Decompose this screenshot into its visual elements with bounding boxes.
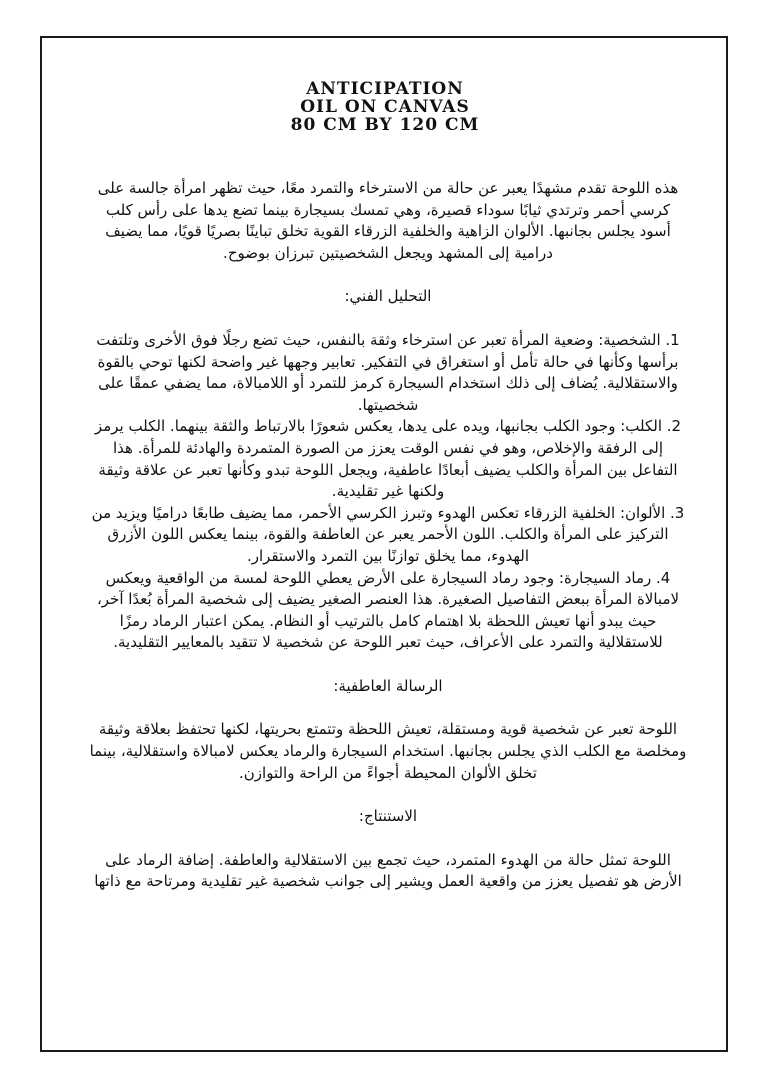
item-label: 2. الكلب: [620,417,682,436]
emotional-paragraph: اللوحة تعبر عن شخصية قوية ومستقلة، تعيش اللحظة وتتمتع بحريتها، لكنها تحتفظ بعلاقة وثيقة ومخلصة مع الكلب الذي يجلس بجانبها. استخدام السيجارة والرماد يعكس لامبالاة واستقلالية، بينما تخلق الألوان المحيطة أجواءً من الراحة والتوازن. [89,720,687,782]
conclusion-heading: الاستنتاج: [358,807,418,826]
artwork-dimensions: 80 CM BY 120 CM [290,115,480,135]
item-text: وجود الكلب بجانبها، ويده على يدها، يعكس شعورًا بالارتباط والثقة بينهما. الكلب يرمز إلى الرفقة والإخلاص، وهو في نفس الوقت يعزز من الصورة المتمردة والهادئة للمرأة. هذا التفاعل بين المرأة والكلب يضيف أبعادًا عاطفية، ويجعل اللوحة تبدو وكأنها تعبر عن علاقة وثيقة ولكنها غير تقليدية. [94,417,678,501]
list-item [88,330,688,416]
item-text: الخلفية الزرقاء تعكس الهدوء وتبرز الكرسي الأحمر، مما يضيف طابعًا دراميًا ويزيد من التركيز على المرأة والكلب. اللون الأحمر يعبر عن العاطفة والقوة، بينما يعكس اللون الأزرق الهدوء، مما يخلق توازنًا بين التمرد والاستقرار. [91,503,669,565]
artwork-header [0,80,770,134]
document-body [88,178,688,893]
item-label: 3. الألوان: [619,503,685,522]
item-text: وجود رماد السيجارة على الأرض يعطي اللوحة لمسة من الواقعية ويعكس لامبالاة المرأة ببعض التفاصيل الصغيرة. هذا العنصر الصغير يضيف إلى شخصية المرأة بُعدًا آخر، حيث يبدو أنها تعيش اللحظة بلا اهتمام كامل بالترتيب أو النظام. يمكن اعتبار الرماد رمزًا للاستقلالية والتمرد على الأعراف، حيث تعبر اللوحة عن شخصية لا تتقيد بالمعايير التقليدية. [96,568,680,652]
artwork-medium: OIL ON CANVAS [300,97,470,117]
conclusion-paragraph: اللوحة تمثل حالة من الهدوء المتمرد، حيث تجمع بين الاستقلالية والعاطفة. إضافة الرماد على الأرض هو تفصيل يعزز من واقعية العمل ويشير إلى جوانب شخصية غير تقليدية ومرتاحة مع ذاتها [94,850,682,891]
list-item [88,503,688,568]
analysis-list [88,330,688,654]
list-item [88,416,688,502]
emotional-heading: الرسالة العاطفية: [333,676,443,695]
item-label: 4. رماد السيجارة: [558,568,671,587]
analysis-heading: التحليل الفني: [344,287,432,306]
item-label: 1. الشخصية: [598,330,680,349]
list-item [88,568,688,654]
artwork-title: ANTICIPATION [306,79,464,99]
item-text: وضعية المرأة تعبر عن استرخاء وثقة بالنفس، حيث تضع رجلًا فوق الأخرى وتلتفت برأسها وكأنها في حالة تأمل أو استغراق في التفكير. تعابير وجهها غير واضحة لكنها توحي بالقوة والاستقلالية. يُضاف إلى ذلك استخدام السيجارة كرمز للتمرد أو اللامبالاة، مما يضفي عمقًا على شخصيتها. [96,330,679,414]
intro-paragraph: هذه اللوحة تقدم مشهدًا يعبر عن حالة من الاسترخاء والتمرد معًا، حيث تظهر امرأة جالسة على كرسي أحمر وترتدي ثيابًا سوداء قصيرة، وهي تمسك بسيجارة بينما تضع يدها على رأس كلب أسود يجلس بجانبها. الألوان الزاهية والخلفية الزرقاء القوية تخلق تباينًا بصريًا قويًا، مما يضيف درامية إلى المشهد ويجعل الشخصيتين تبرزان بوضوح. [97,179,679,262]
